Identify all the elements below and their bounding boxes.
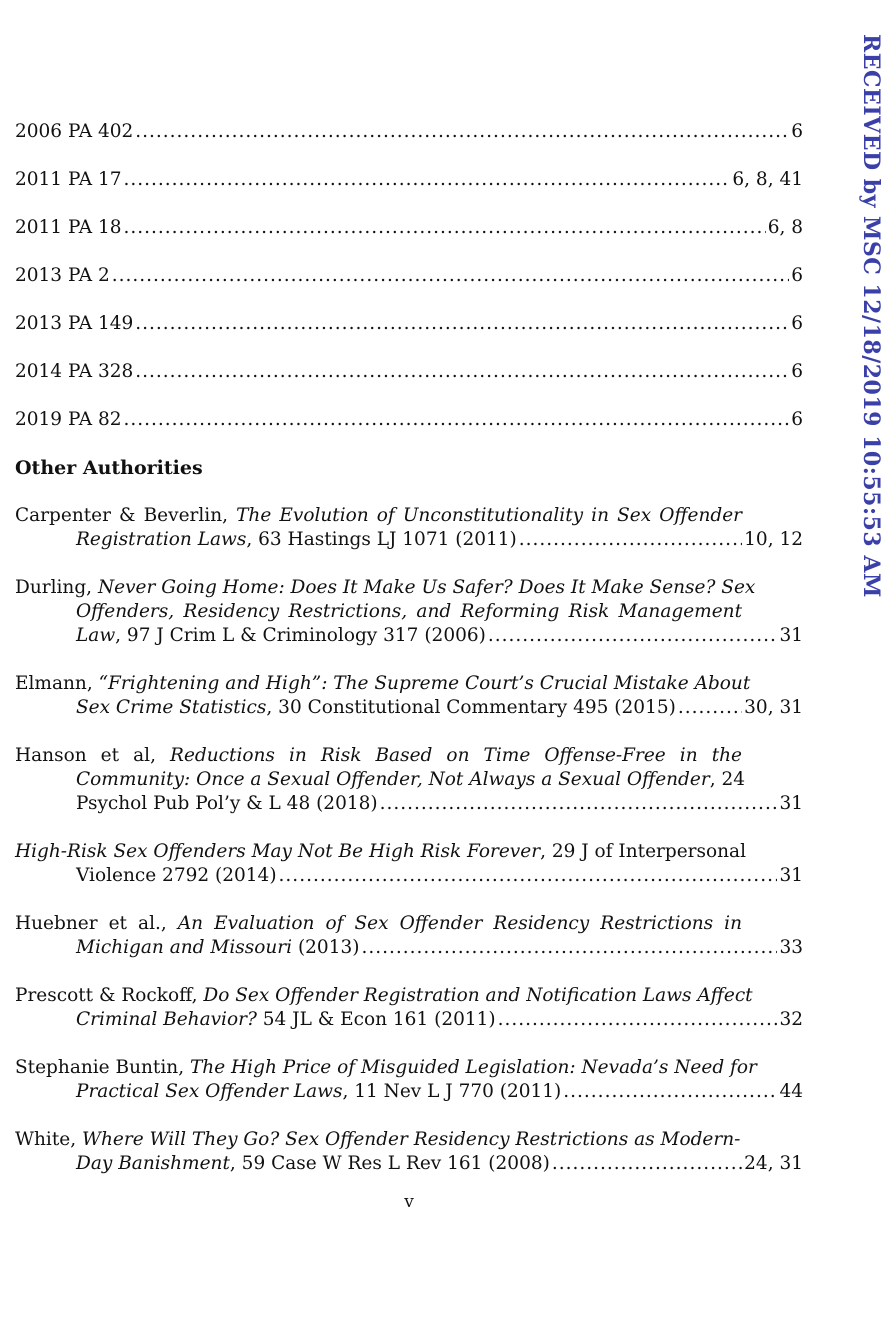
authority-entry xyxy=(15,504,803,552)
title-italic: “Frightening and High”: The Supreme Court’s Crucial Mistake About xyxy=(98,673,751,694)
title-italic: Reductions in Risk Based on Time Offense-Free in the xyxy=(170,745,742,766)
dot-leader xyxy=(678,696,742,720)
dot-leader xyxy=(361,936,777,960)
title-italic: The High Price of Misguided Legislation: Nevada’s Need for xyxy=(189,1057,757,1078)
authority-pages: 10, 12 xyxy=(744,529,803,550)
citation: Violence 2792 (2014) xyxy=(76,865,277,886)
title-italic: Day Banishment xyxy=(76,1153,230,1174)
authority-entry xyxy=(15,672,803,720)
citation: (2013) xyxy=(292,937,360,958)
authority-pages: 31 xyxy=(779,625,803,646)
authority-last-line xyxy=(15,864,803,888)
title-italic: Where Will They Go? Sex Offender Residency Restrictions as Modern- xyxy=(82,1129,741,1150)
authority-entry xyxy=(15,840,803,888)
statute-entry xyxy=(15,168,803,192)
statute-label: 2019 PA 82 xyxy=(15,409,122,430)
page-number: v xyxy=(404,1192,414,1212)
authority-first-line xyxy=(15,1056,757,1080)
statute-pages: 6 xyxy=(791,313,803,334)
authority-first-line xyxy=(15,984,753,1008)
dot-leader xyxy=(124,216,766,240)
statute-entry xyxy=(15,264,803,288)
dot-leader xyxy=(552,1152,742,1176)
citation: , 29 J of Interpersonal xyxy=(540,841,746,862)
authority-first-line xyxy=(15,912,742,936)
authority-pages: 30, 31 xyxy=(744,697,803,718)
author: Elmann, xyxy=(15,673,99,694)
authority-last-line xyxy=(15,696,803,720)
dot-leader xyxy=(279,864,778,888)
authority-last-line xyxy=(15,624,803,648)
author: White, xyxy=(15,1129,82,1150)
statute-entry xyxy=(15,216,803,240)
statute-pages: 6 xyxy=(791,409,803,430)
citation: , 24 xyxy=(709,769,746,790)
title-italic: An Evaluation of Sex Offender Residency Restrictions in xyxy=(177,913,743,934)
dot-leader xyxy=(135,360,789,384)
author: Huebner et al., xyxy=(15,913,178,934)
citation: Psychol Pub Pol’y & L 48 (2018) xyxy=(76,793,378,814)
author: Durling, xyxy=(15,577,98,598)
received-stamp: RECEIVED by MSC 12/18/2019 10:55:53 AM xyxy=(858,34,884,598)
title-italic: The Evolution of Unconstitutionality in Sex Offender xyxy=(236,505,742,526)
statute-pages: 6, 8 xyxy=(767,217,803,238)
authority-last-line xyxy=(15,1080,803,1104)
dot-leader xyxy=(124,168,731,192)
dot-leader xyxy=(124,408,790,432)
title-italic: Michigan and Missouri xyxy=(76,937,293,958)
author: Hanson et al, xyxy=(15,745,171,766)
statute-entry xyxy=(15,360,803,384)
authority-last-line xyxy=(15,1008,803,1032)
statute-pages: 6 xyxy=(791,361,803,382)
title-italic: Community: Once a Sexual Offender, Not Always a Sexual Offender xyxy=(76,769,710,790)
authority-first-line xyxy=(15,672,751,696)
authority-first-line xyxy=(15,744,742,768)
dot-leader xyxy=(135,312,789,336)
authority-last-line xyxy=(15,528,803,552)
title-italic: Practical Sex Offender Laws xyxy=(76,1081,343,1102)
statute-entry xyxy=(15,120,803,144)
author: Prescott & Rockoff, xyxy=(15,985,204,1006)
title-italic: Never Going Home: Does It Make Us Safer? Does It Make Sense? Sex xyxy=(97,577,756,598)
statute-label: 2006 PA 402 xyxy=(15,121,134,142)
citation: , 63 Hastings LJ 1071 (2011) xyxy=(246,529,517,550)
authority-first-line xyxy=(15,504,742,528)
statute-entry xyxy=(15,408,803,432)
dot-leader xyxy=(135,120,789,144)
dot-leader xyxy=(563,1080,777,1104)
title-italic: Offenders, Residency Restrictions, and Reforming Risk Management xyxy=(76,601,742,622)
authority-first-line xyxy=(15,1128,742,1152)
dot-leader xyxy=(112,264,789,288)
citation: , 11 Nev L J 770 (2011) xyxy=(342,1081,562,1102)
authority-middle-line xyxy=(15,768,803,792)
authority-last-line xyxy=(15,792,803,816)
statute-entry xyxy=(15,312,803,336)
title-italic: High-Risk Sex Offenders May Not Be High Risk Forever xyxy=(15,841,541,862)
author: Stephanie Buntin, xyxy=(15,1057,190,1078)
authority-pages: 32 xyxy=(779,1009,803,1030)
authority-entry xyxy=(15,984,803,1032)
citation: , 97 J Crim L & Criminology 317 (2006) xyxy=(115,625,486,646)
author: Carpenter & Beverlin, xyxy=(15,505,237,526)
authority-first-line xyxy=(15,576,756,600)
authority-last-line xyxy=(15,936,803,960)
authority-last-line xyxy=(15,1152,803,1176)
title-italic: Sex Crime Statistics xyxy=(76,697,267,718)
citation: 54 JL & Econ 161 (2011) xyxy=(256,1009,496,1030)
statute-label: 2011 PA 17 xyxy=(15,169,122,190)
authority-entry xyxy=(15,912,803,960)
dot-leader xyxy=(498,1008,778,1032)
table-of-authorities xyxy=(15,120,803,1200)
authority-entry xyxy=(15,1056,803,1104)
authority-pages: 24, 31 xyxy=(744,1153,803,1174)
authority-middle-line xyxy=(15,600,803,624)
statute-label: 2014 PA 328 xyxy=(15,361,134,382)
citation: , 59 Case W Res L Rev 161 (2008) xyxy=(229,1153,550,1174)
authority-entry xyxy=(15,744,803,816)
authority-entry xyxy=(15,576,803,648)
dot-leader xyxy=(488,624,778,648)
authority-pages: 31 xyxy=(779,793,803,814)
statute-label: 2013 PA 149 xyxy=(15,313,134,334)
authority-pages: 31 xyxy=(779,865,803,886)
authority-first-line xyxy=(15,840,746,864)
section-heading-other-authorities: Other Authorities xyxy=(15,457,203,479)
title-italic: Law xyxy=(76,625,116,646)
dot-leader xyxy=(380,792,778,816)
dot-leader xyxy=(519,528,742,552)
title-italic: Registration Laws xyxy=(76,529,247,550)
title-italic: Do Sex Offender Registration and Notification Laws Affect xyxy=(203,985,753,1006)
title-italic: Criminal Behavior? xyxy=(76,1009,257,1030)
statute-label: 2013 PA 2 xyxy=(15,265,110,286)
authority-pages: 33 xyxy=(779,937,803,958)
statute-pages: 6, 8, 41 xyxy=(732,169,803,190)
citation: , 30 Constitutional Commentary 495 (2015) xyxy=(266,697,676,718)
authority-entry xyxy=(15,1128,803,1176)
authority-pages: 44 xyxy=(779,1081,803,1102)
statute-label: 2011 PA 18 xyxy=(15,217,122,238)
statute-pages: 6 xyxy=(791,265,803,286)
statute-pages: 6 xyxy=(791,121,803,142)
